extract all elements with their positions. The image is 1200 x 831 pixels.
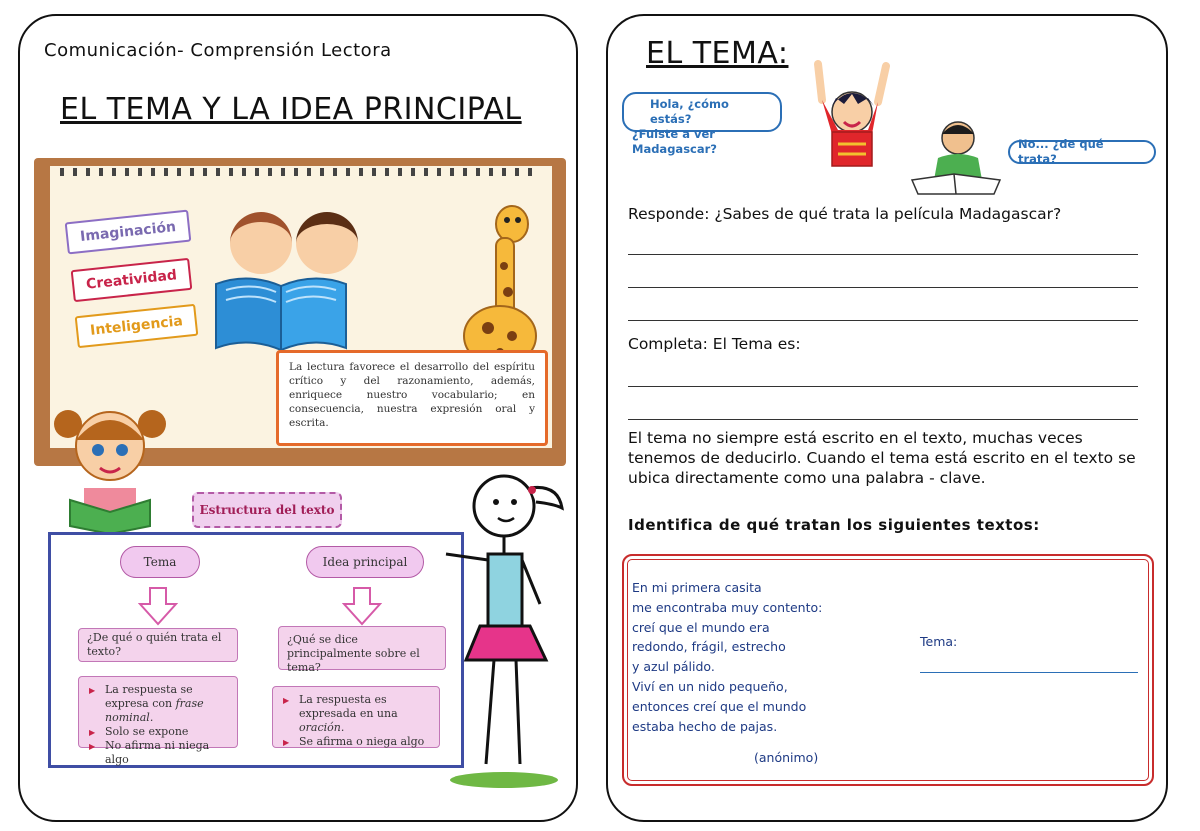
girl-head (296, 212, 358, 274)
idea-principal-answer-box (272, 686, 440, 748)
speech-bubble-greeting: Hola, ¿cómo estás? ¿Fuiste a ver Madagascar? (622, 92, 782, 132)
girl-reading-illustration (50, 396, 170, 536)
poem-text (632, 578, 822, 736)
poem-line: y azul pálido. (632, 659, 715, 675)
answer-line (628, 254, 1138, 255)
poem-line: Viví en un nido pequeño, (632, 678, 788, 694)
down-arrow-icon (138, 586, 178, 626)
tag-creatividad: Creatividad (71, 258, 193, 302)
tema-question: ¿De qué o quién trata el texto? (78, 628, 238, 662)
page-title: EL TEMA: (646, 36, 789, 71)
poem-line: redondo, frágil, estrecho (632, 639, 786, 655)
answer-line (628, 320, 1138, 321)
tag-inteligencia: Inteligencia (75, 304, 199, 348)
poem-author: (anónimo) (754, 750, 819, 765)
idea-answer-item: ▶ La respuesta es expresada en una oración. (299, 693, 431, 735)
poem-line: estaba hecho de pajas. (632, 718, 778, 734)
left-worksheet-page (18, 14, 578, 822)
down-arrow-icon (342, 586, 382, 626)
boy-head (230, 212, 292, 274)
open-book-illustration (212, 272, 350, 352)
tag-imaginacion: Imaginación (65, 210, 192, 255)
idea-answer-item: ▶ Se afirma o niega algo (299, 735, 431, 749)
tema-pill: Tema (120, 546, 200, 578)
cheering-boy-illustration (798, 60, 908, 170)
subject-heading: Comunicación- Comprensión Lectora (44, 40, 392, 61)
answer-line (628, 419, 1138, 420)
page-title: EL TEMA Y LA IDEA PRINCIPAL (60, 92, 522, 127)
speech-bubble-reply: No... ¿de qué trata? (1008, 140, 1156, 164)
poem-line: En mi primera casita (632, 580, 762, 595)
tema-answer-box (78, 676, 238, 766)
answer-line (628, 287, 1138, 288)
idea-principal-question: ¿Qué se dice principalmente sobre el tema? (278, 626, 446, 670)
boy-reading-illustration (908, 114, 1004, 198)
poem-line: entonces creí que el mundo (632, 698, 807, 714)
stick-figure-illustration (440, 464, 570, 794)
tema-explanation: El tema no siempre está escrito en el texto, muchas veces tenemos de deducirlo. Cuando el tema está escrito en el texto se ubica directamente como una palabra - clave. (628, 429, 1136, 487)
answer-line (628, 386, 1138, 387)
structure-label: Estructura del texto (192, 492, 342, 528)
tema-answer-item: ▶ La respuesta se expresa con frase nominal. (105, 683, 229, 725)
tema-answer-item: ▶ No afirma ni niega algo (105, 739, 229, 767)
instruction-heading: Identifica de qué tratan los siguientes textos: (628, 516, 1040, 534)
idea-principal-pill: Idea principal (306, 546, 424, 578)
prompt-responde: Responde: ¿Sabes de qué trata la película Madagascar? (628, 205, 1062, 223)
reading-quote-box: La lectura favorece el desarrollo del espíritu crítico y del razonamiento, además, enriquece nuestro vocabulario; en consecuencia, nuestra expresión oral y escrita. (276, 350, 548, 446)
tema-answer-line[interactable] (920, 672, 1138, 673)
notebook-rings (60, 168, 540, 176)
prompt-completa: Completa: El Tema es: (628, 335, 801, 353)
poem-line: creí que el mundo era (632, 619, 770, 635)
poem-line: me encontraba muy contento: (632, 599, 823, 615)
right-worksheet-page (606, 14, 1168, 822)
tema-answer-label: Tema: (920, 634, 958, 649)
tema-answer-item: ▶ Solo se expone (105, 725, 229, 739)
